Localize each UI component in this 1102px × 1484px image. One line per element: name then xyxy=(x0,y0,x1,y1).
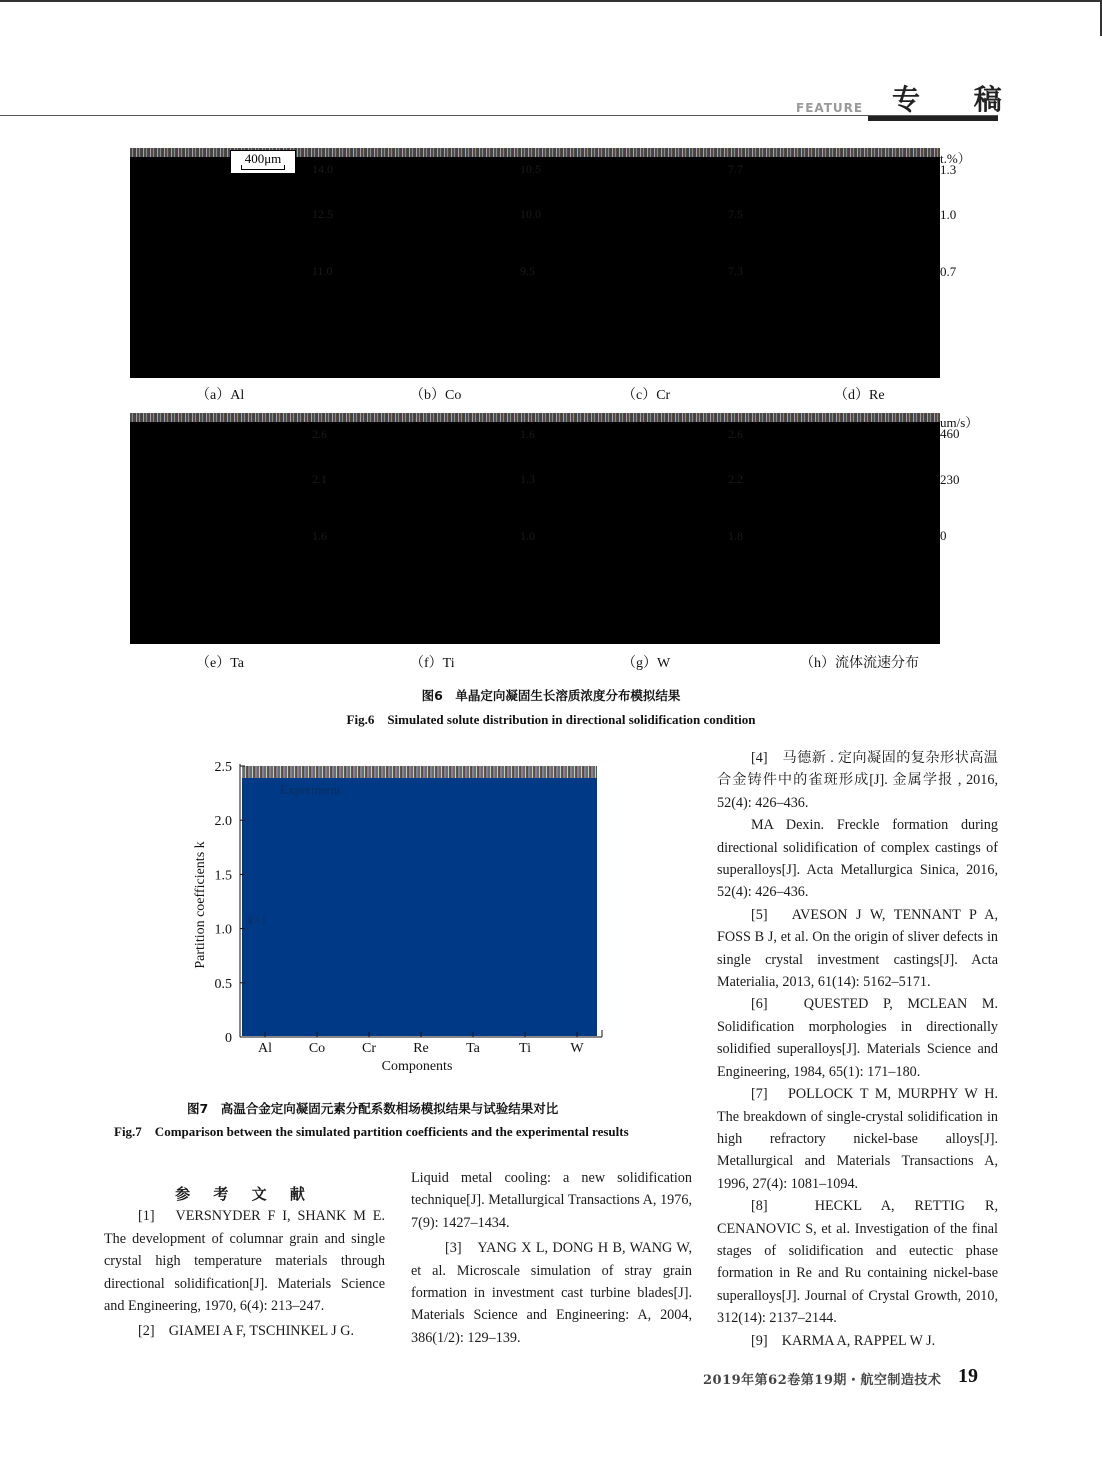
fig7-caption-en: Fig.7 Comparison between the simulated partition coefficients and the experimental results xyxy=(114,1124,629,1139)
fig6-row1-tick: 1.0 xyxy=(940,207,957,222)
dim-tick: 1.8 xyxy=(728,529,743,543)
references-col2 xyxy=(411,1167,692,1349)
x-tick-label: Ti xyxy=(519,1041,531,1056)
reference-item: [9] KARMA A, RAPPEL W J. xyxy=(751,1332,936,1349)
y-tick-label: 2.5 xyxy=(214,760,232,775)
fig6-row1-image xyxy=(130,148,940,378)
fig6-caption-cn: 图6 单晶定向凝固生长溶质浓度分布模拟结果 xyxy=(421,688,681,703)
x-tick-label: Al xyxy=(258,1041,272,1056)
reference-item: [4] 马德新 . 定向凝固的复杂形状高温合金铸件中的雀斑形成[J]. 金属学报 , 2016, 52(4): 426–436. xyxy=(717,750,998,811)
fig6-label-g: （g）W xyxy=(622,656,671,671)
legend-noise xyxy=(242,766,597,778)
x-tick-label: Re xyxy=(413,1041,429,1056)
dim-tick: 7.5 xyxy=(728,207,743,221)
reference-item: [6] QUESTED P, MCLEAN M. Solidification morphologies in directionally solidified superalloys[J]. Materials Science and Engineering, 1984, 65(1): 171–180. xyxy=(717,996,998,1080)
fig6-label-f: （f）Ti xyxy=(410,656,455,671)
header-feature-cn: 专 稿 xyxy=(892,83,1024,116)
fig6-row2-unit: um/s） xyxy=(940,415,979,430)
dim-tick: 9.5 xyxy=(520,264,535,278)
y-axis-label: Partition coefficients k xyxy=(193,841,208,969)
dim-tick: 14.0 xyxy=(312,162,333,176)
dim-tick: 2.1 xyxy=(312,472,327,486)
dim-tick: 2.2 xyxy=(728,472,743,486)
scale-bar xyxy=(230,150,296,174)
y-tick-label: 0 xyxy=(225,1031,232,1046)
dim-tick: 2.6 xyxy=(312,427,327,441)
x-axis-label: Components xyxy=(381,1059,453,1074)
annotation-k1: k=1 xyxy=(248,913,267,927)
fig6-row1-tick: 0.7 xyxy=(940,264,957,279)
references-heading: 参 考 文 献 xyxy=(175,1185,314,1203)
fig6-row2-tick: 230 xyxy=(940,472,960,487)
x-tick-label: W xyxy=(570,1041,584,1056)
legend-experiment: Experiment xyxy=(280,782,341,797)
fig6-label-a: （a）Al xyxy=(196,388,245,403)
fig6-row2-colorbar-strip xyxy=(130,413,940,422)
reference-item: [5] AVESON J W, TENNANT P A, FOSS B J, et al. On the origin of sliver defects in single crystal investment castings[J]. Acta Materialia, 2013, 61(14): 5162–5171. xyxy=(717,906,998,991)
dim-tick: 10.0 xyxy=(520,207,541,221)
fig6-row2-tick: 0 xyxy=(940,528,947,543)
reference-item: [1] VERSNYDER F I, SHANK M E. The development of columnar grain and single crystal high temperature materials through directional solidification[J]. Materials Science and Engineering, 1970, 6(4): 213–247. xyxy=(104,1208,385,1315)
fig6-label-c: （c）Cr xyxy=(622,388,671,403)
fig6-label-d: （d）Re xyxy=(834,388,885,403)
fig6-row2-image xyxy=(130,413,940,644)
fig6-label-e: （e）Ta xyxy=(196,656,245,671)
reference-item: [7] POLLOCK T M, MURPHY W H. The breakdown of single-crystal solidification in high refractory nickel-base alloys[J]. Metallurgical and Materials Transactions A, 1996, 27(4): 1081–1094. xyxy=(717,1086,998,1192)
footer-journal: 2019年第62卷第19期・航空制造技术 xyxy=(703,1373,942,1388)
fig6-row1-tick: 1.3 xyxy=(940,162,957,177)
x-tick-label: Cr xyxy=(362,1041,376,1056)
x-tick-label: Co xyxy=(308,1041,326,1056)
header-feature-en: FEATURE xyxy=(796,101,864,115)
dim-tick: 11.0 xyxy=(312,264,333,278)
reference-item: [2] GIAMEI A F, TSCHINKEL J G. xyxy=(138,1323,355,1340)
dim-tick: 10.5 xyxy=(520,162,541,176)
reference-item: [8] HECKL A, RETTIG R, CENANOVIC S, et al. Investigation of the final stages of solidification and eutectic phase formation in Re and Ru containing nickel-base superalloys[J]. Journal of Crystal Growth, 2010, 312(14): 2137–2144. xyxy=(717,1198,998,1327)
reference-item: MA Dexin. Freckle formation during directional solidification of complex castings of superalloys[J]. Acta Metallurgica Sinica, 2016, 52(4): 426–436. xyxy=(717,817,998,901)
references-col1 xyxy=(104,1183,385,1343)
scale-bar-label: 400μm xyxy=(244,151,282,166)
y-tick-label: 2.0 xyxy=(214,814,232,830)
references-col3 xyxy=(717,747,998,1352)
dim-tick: 12.5 xyxy=(312,207,333,221)
dim-tick: 1.6 xyxy=(312,529,327,543)
dim-tick: 1.6 xyxy=(520,427,535,441)
dim-tick: 2.6 xyxy=(728,427,743,441)
top-border-line xyxy=(0,0,1102,2)
reference-item: Liquid metal cooling: a new solidification technique[J]. Metallurgical Transactions A, 1976, 7(9): 1427–1434. xyxy=(411,1170,692,1231)
fig6-label-h: （h）流体流速分布 xyxy=(800,656,919,671)
x-tick-label: Ta xyxy=(466,1041,480,1056)
reference-item: [3] YANG X L, DONG H B, WANG W, et al. Microscale simulation of stray grain formation in investment cast turbine blades[J]. Materials Science and Engineering: A, 2004, 386(1/2): 129–139. xyxy=(411,1240,692,1346)
fig7-caption-cn: 图7 高温合金定向凝固元素分配系数相场模拟结果与试验结果对比 xyxy=(187,1101,559,1116)
plot-fill xyxy=(242,766,597,1036)
y-tick-label: 0.5 xyxy=(214,976,232,992)
fig7-chart xyxy=(180,750,620,1080)
dim-tick: 1.0 xyxy=(520,529,535,543)
header-rule xyxy=(0,115,998,116)
footer-page-number: 19 xyxy=(958,1365,978,1387)
fig6-row2-tick: 460 xyxy=(940,426,960,441)
fig6-label-b: （b）Co xyxy=(410,388,462,403)
dim-tick: 7.7 xyxy=(728,162,743,176)
fig6-caption-en: Fig.6 Simulated solute distribution in directional solidification condition xyxy=(346,712,756,727)
dim-tick: 1.3 xyxy=(520,472,535,486)
fig6-row1-unit: t.%） xyxy=(940,151,971,166)
y-tick-label: 1.0 xyxy=(214,922,232,938)
dim-tick: 7.3 xyxy=(728,264,743,278)
y-tick-label: 1.5 xyxy=(214,868,232,884)
